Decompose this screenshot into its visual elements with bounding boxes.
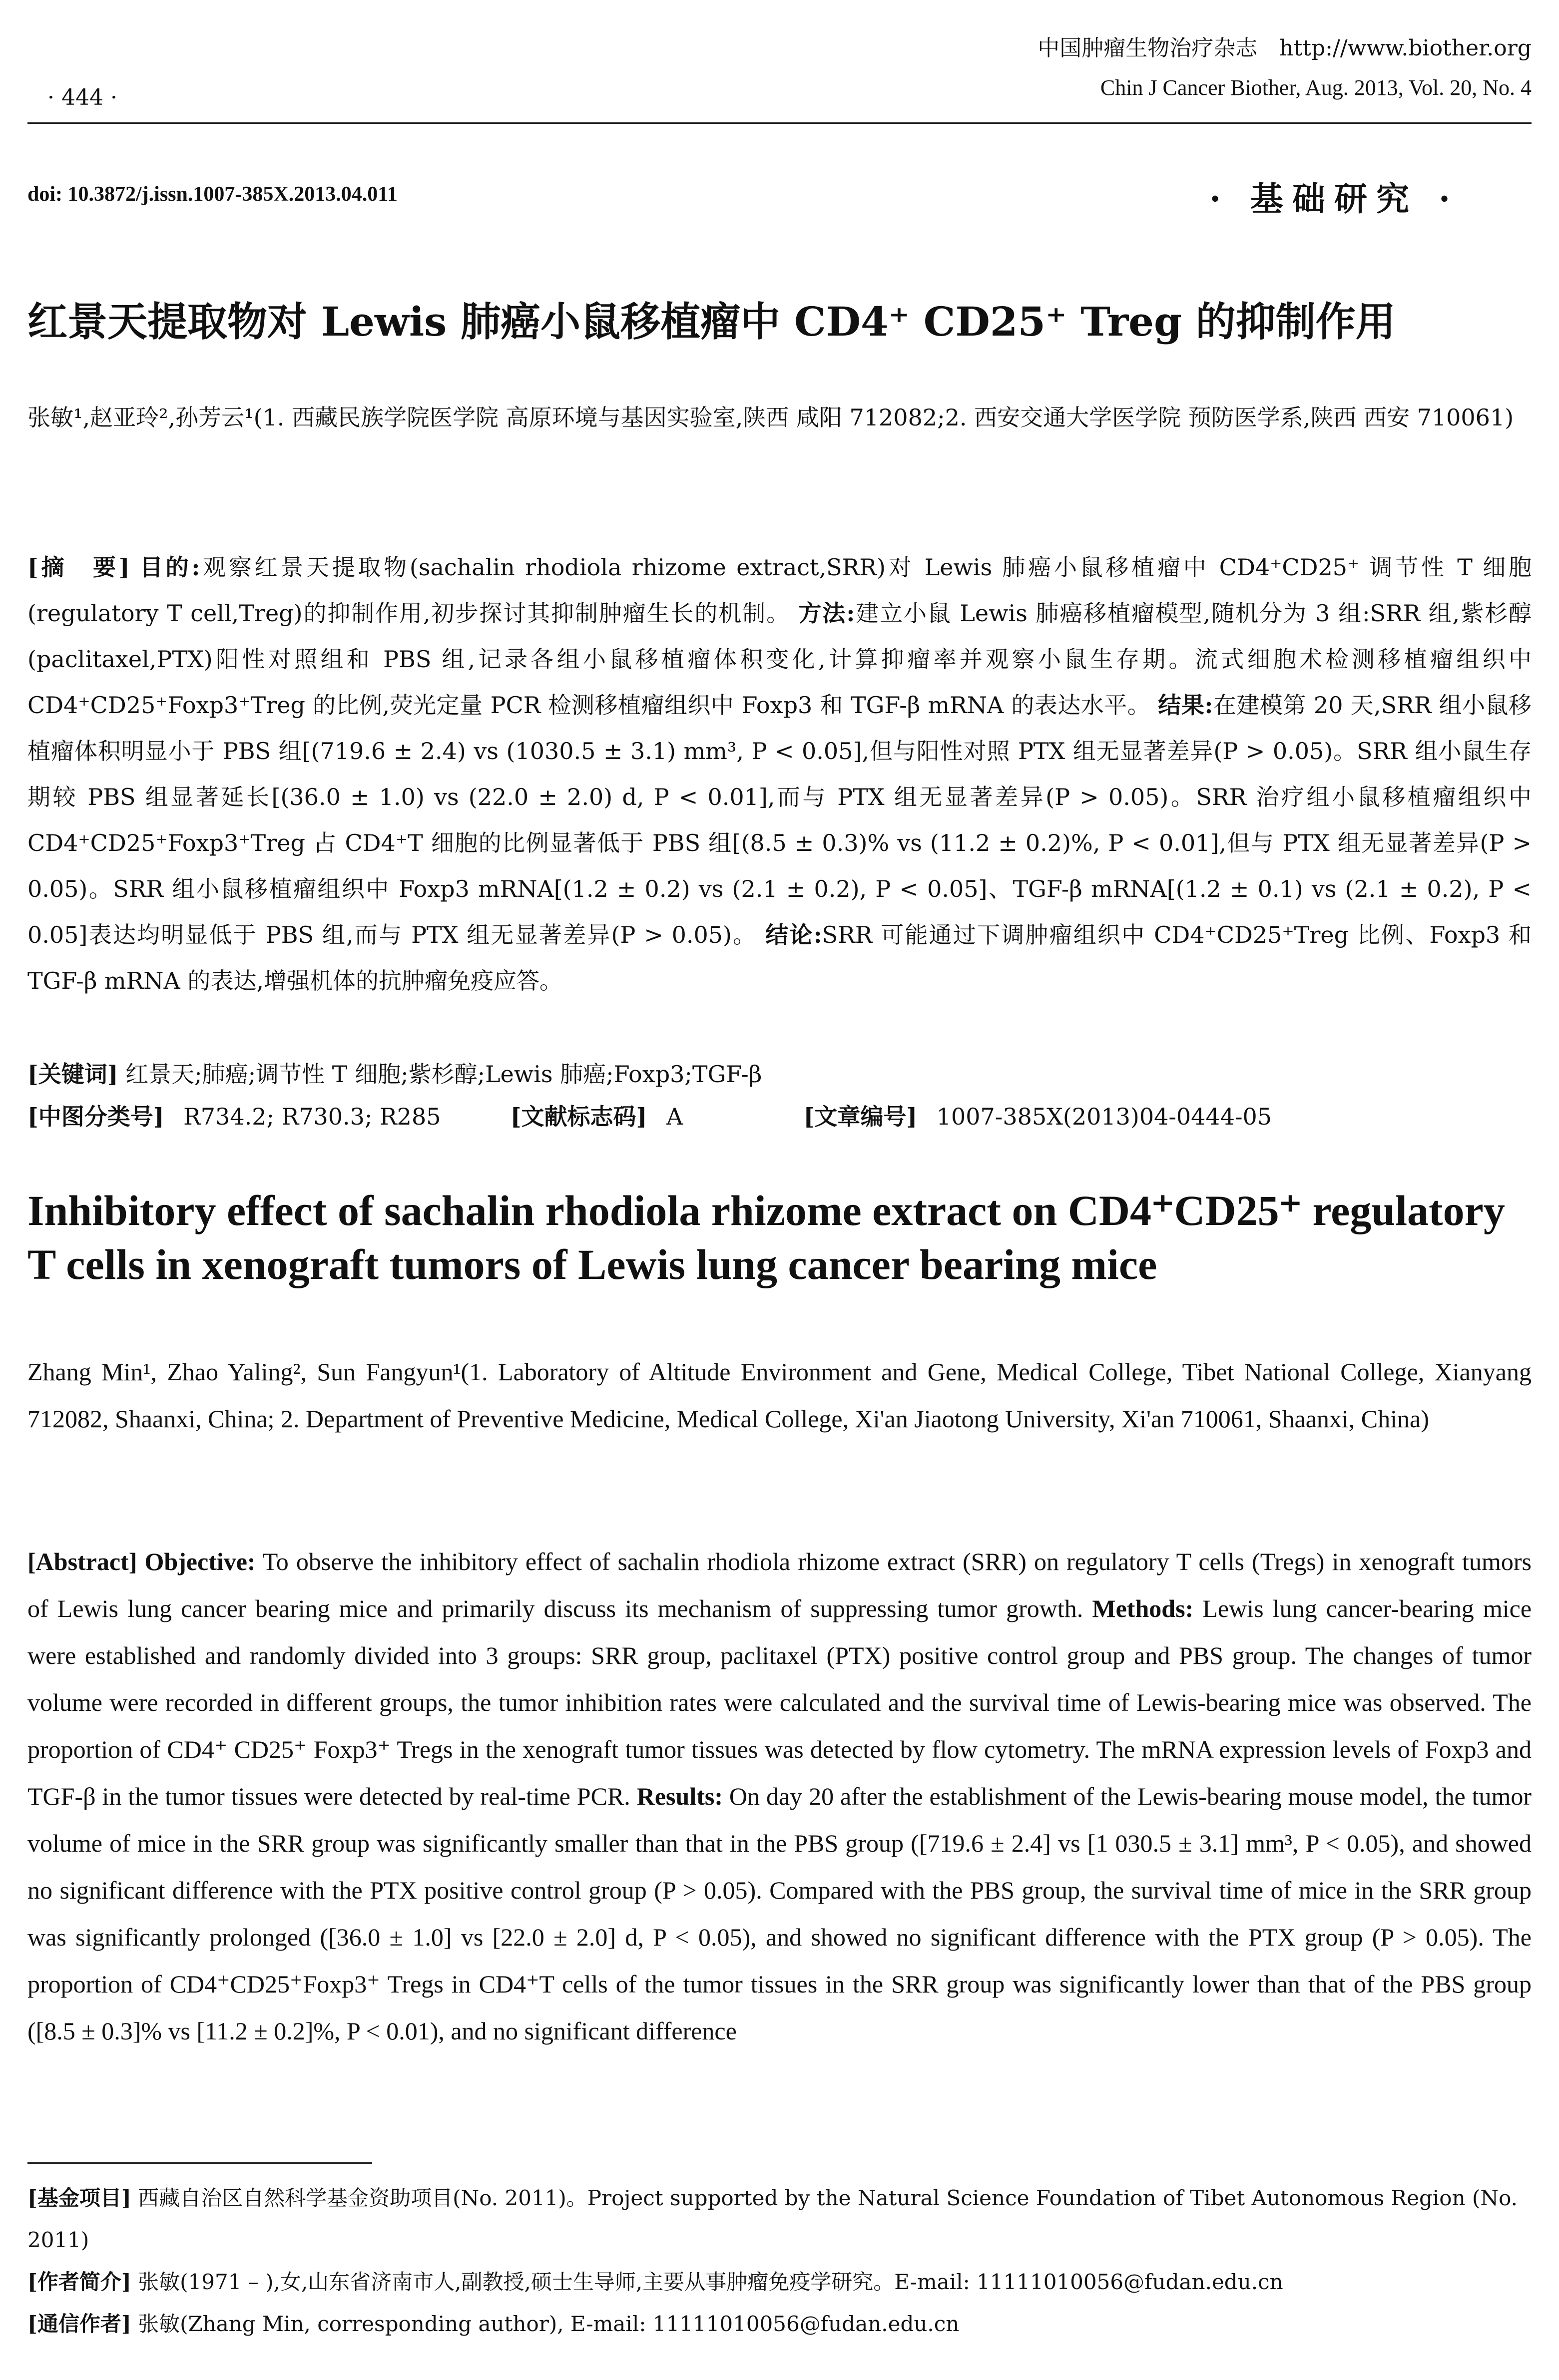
keywords-label: [关键词] <box>27 1061 118 1088</box>
title-en: Inhibitory effect of sachalin rhodiola rhizome extract on CD4⁺CD25⁺ regulatory T cells in xenograft tumors of Lewis lung cancer bearing mice <box>27 1187 1505 1288</box>
methods-label-en: Methods: <box>1092 1594 1194 1622</box>
journal-citation-en: Chin J Cancer Biother, Aug. 2013, Vol. 20, No. 4 <box>1100 75 1532 100</box>
doi: doi: 10.3872/j.issn.1007-385X.2013.04.011 <box>27 183 398 206</box>
header-rule <box>27 122 1532 124</box>
footnote-text: 西藏自治区自然科学基金资助项目(No. 2011)。Project supported by the Natural Science Foundation of Tibet Autonomous Region (No. 2011) <box>27 2186 1518 2252</box>
keywords-text: 红景天;肺癌;调节性 T 细胞;紫杉醇;Lewis 肺癌;Foxp3;TGF-β <box>125 1061 762 1088</box>
footnote-label: [通信作者] <box>27 2312 131 2336</box>
journal-name-cn: 中国肿瘤生物治疗杂志 http://www.biother.org <box>1038 35 1532 61</box>
methods-cn: 建立小鼠 Lewis 肺癌移植瘤模型,随机分为 3 组:SRR 组,紫杉醇(paclitaxel,PTX)阳性对照组和 PBS 组,记录各组小鼠移植瘤体积变化,计算抑瘤率并观察小鼠生存期。流式细胞术检测移植瘤组织中 CD4⁺CD25⁺Foxp3⁺Treg 的比例,荧光定量 PCR 检测移植瘤组织中 Foxp3 和 TGF-β mRNA 的表达水平。 <box>27 600 1532 719</box>
results-label-cn: 结果: <box>1158 692 1213 719</box>
footnote-author-bio <box>27 2261 1532 2303</box>
methods-en: Lewis lung cancer-bearing mice were established and randomly divided into 3 groups: SRR group, paclitaxel (PTX) positive control group and PBS group. The changes of tumor volume were recorded in different groups, the tumor inhibition rates were calculated and the survival time of Lewis-bearing mice was observed. The proportion of CD4⁺ CD25⁺ Foxp3⁺ Tregs in the xenograft tumor tissues was detected by flow cytometry. The mRNA expression levels of Foxp3 and TGF-β in the tumor tissues were detected by real-time PCR. <box>27 1594 1532 1810</box>
clc-label: [中图分类号] <box>27 1103 164 1130</box>
results-en: On day 20 after the establishment of the Lewis-bearing mouse model, the tumor volume of mice in the SRR group was significantly smaller than that in the PBS group ([719.6 ± 2.4] vs [1 030.5 ± 3.1] mm³, P < 0.05), and showed no significant difference with the PTX positive control group (P > 0.05). Compared with the PBS group, the survival time of mice in the SRR group was significantly prolonged ([36.0 ± 1.0] vs [22.0 ± 2.0] d, P < 0.05), and showed no significant difference with the PTX group (P > 0.05). The proportion of CD4⁺CD25⁺Foxp3⁺ Tregs in CD4⁺T cells of the tumor tissues in the SRR group was significantly lower than that of the PBS group ([8.5 ± 0.3]% vs [11.2 ± 0.2]%, P < 0.01), and no significant difference <box>27 1782 1532 2045</box>
abstract-cn-label: [摘 要] <box>27 554 130 581</box>
footnote-text: 张敏(1971 – ),女,山东省济南市人,副教授,硕士生导师,主要从事肿瘤免疫学研究。E-mail: 11111010056@fudan.edu.cn <box>138 2270 1283 2294</box>
abstract-en-label: [Abstract] <box>27 1548 137 1576</box>
footnotes <box>27 2177 1532 2345</box>
article-no-label: [文章编号] <box>803 1103 918 1130</box>
authors-en: Zhang Min¹, Zhao Yaling², Sun Fangyun¹(1. Laboratory of Altitude Environment and Gene, Medical College, Tibet National College, Xianyang 712082, Shaanxi, China; 2. Department of Preventive Medicine, Medical College, Xi'an Jiaotong University, Xi'an 710061, Shaanxi, China) <box>27 1358 1532 1433</box>
objective-label-cn: 目的: <box>139 554 200 581</box>
authors-cn: 张敏¹,赵亚玲²,孙芳云¹(1. 西藏民族学院医学院 高原环境与基因实验室,陕西 咸阳 712082;2. 西安交通大学医学院 预防医学系,陕西 西安 710061) <box>27 404 1514 431</box>
results-label-en: Results: <box>636 1782 723 1810</box>
objective-label-en: Objective: <box>144 1548 256 1576</box>
abstract-cn <box>27 544 1532 1004</box>
objective-cn: 观察红景天提取物(sachalin rhodiola rhizome extract,SRR)对 Lewis 肺癌小鼠移植瘤中 CD4⁺CD25⁺ 调节性 T 细胞(regulatory T cell,Treg)的抑制作用,初步探讨其抑制肿瘤生长的机制。 <box>27 554 1532 627</box>
objective-en: To observe the inhibitory effect of sachalin rhodiola rhizome extract (SRR) on regulatory T cells (Tregs) in xenograft tumors of Lewis lung cancer bearing mice and primarily discuss its mechanism of suppressing tumor growth. <box>27 1548 1532 1622</box>
page-number: · 444 · <box>47 85 117 110</box>
abstract-en <box>27 1538 1532 2054</box>
footnote-label: [作者简介] <box>27 2270 131 2294</box>
doc-code-value: A <box>666 1103 683 1130</box>
keywords-cn <box>27 1051 1532 1097</box>
conclusion-cn: SRR 可能通过下调肿瘤组织中 CD4⁺CD25⁺Treg 比例、Foxp3 和 TGF-β mRNA 的表达,增强机体的抗肿瘤免疫应答。 <box>27 921 1532 994</box>
doc-code-label: [文献标志码] <box>510 1103 647 1130</box>
footnote-text: 张敏(Zhang Min, corresponding author), E-mail: 11111010056@fudan.edu.cn <box>138 2312 960 2336</box>
footnote-funding <box>27 2177 1532 2261</box>
article-no-value: 1007-385X(2013)04-0444-05 <box>936 1103 1272 1130</box>
footnote-rule <box>27 2162 372 2164</box>
title-cn: 红景天提取物对 Lewis 肺癌小鼠移植瘤中 CD4⁺ CD25⁺ Treg 的抑制作用 <box>27 298 1396 345</box>
footnote-label: [基金项目] <box>27 2186 131 2210</box>
results-cn: 在建模第 20 天,SRR 组小鼠移植瘤体积明显小于 PBS 组[(719.6 ± 2.4) vs (1030.5 ± 3.1) mm³, P < 0.05],但与阳性对照 PTX 组无显著差异(P > 0.05)。SRR 组小鼠生存期较 PBS 组显著延长[(36.0 ± 1.0) vs (22.0 ± 2.0) d, P < 0.01],而与 PTX 组无显著差异(P > 0.05)。SRR 治疗组小鼠移植瘤组织中 CD4⁺CD25⁺Foxp3⁺Treg 占 CD4⁺T 细胞的比例显著低于 PBS 组[(8.5 ± 0.3)% vs (11.2 ± 0.2)%, P < 0.01],但与 PTX 组无显著差异(P > 0.05)。SRR 组小鼠移植瘤组织中 Foxp3 mRNA[(1.2 ± 0.2) vs (2.1 ± 0.2), P < 0.05]、TGF-β mRNA[(1.2 ± 0.1) vs (2.1 ± 0.2), P < 0.05]表达均明显低于 PBS 组,而与 PTX 组无显著差异(P > 0.05)。 <box>27 692 1532 948</box>
conclusion-label-cn: 结论: <box>765 921 822 948</box>
column-label: · 基础研究 · <box>1209 179 1459 218</box>
clc-value: R734.2; R730.3; R285 <box>183 1103 441 1130</box>
classification-line <box>27 1099 1272 1132</box>
methods-label-cn: 方法: <box>798 600 855 627</box>
footnote-corresponding <box>27 2303 1532 2345</box>
